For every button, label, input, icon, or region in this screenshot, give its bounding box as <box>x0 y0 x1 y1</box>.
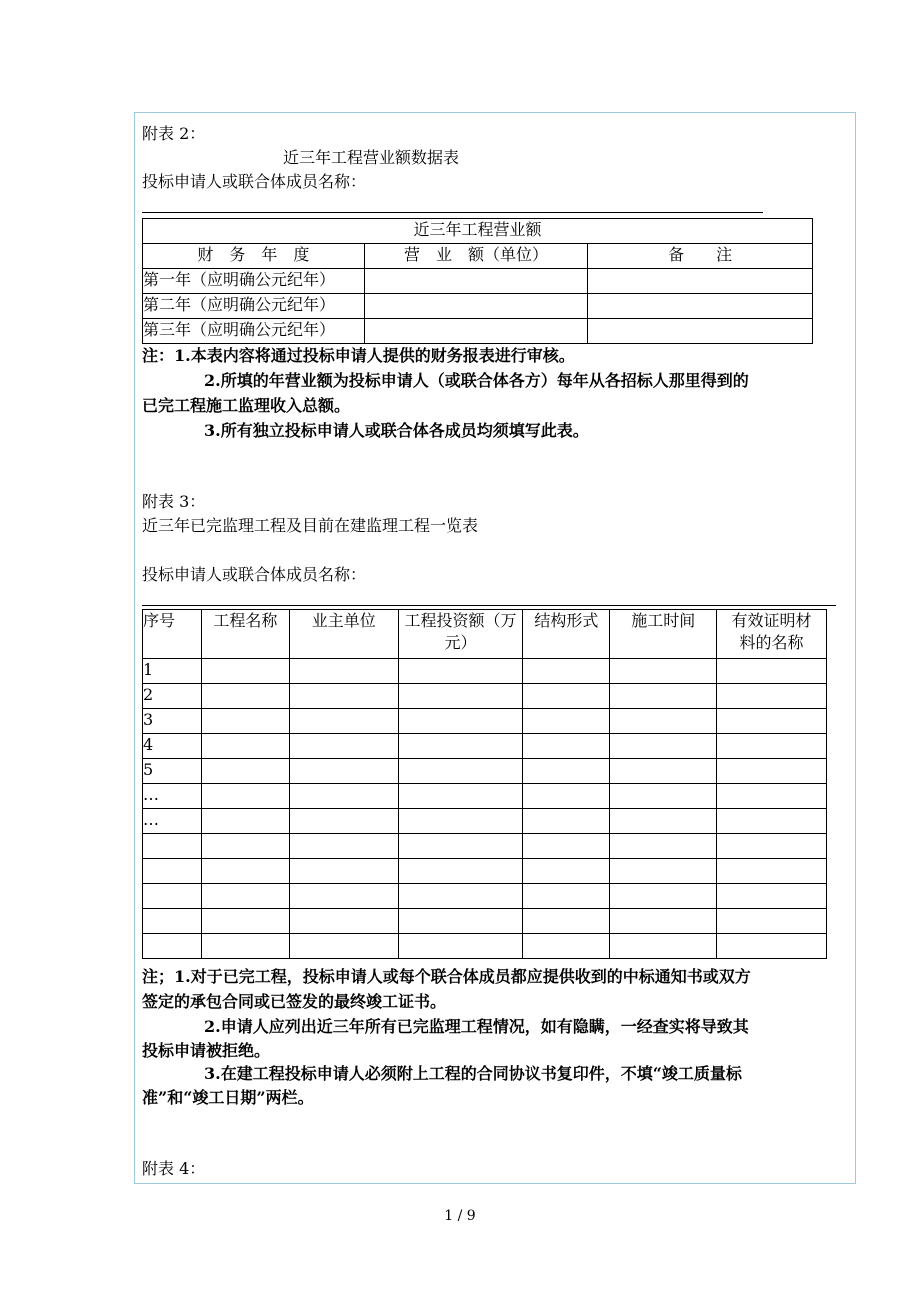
table-column-row <box>143 610 827 659</box>
table-row <box>143 784 827 809</box>
table-cell[interactable] <box>717 909 827 934</box>
table-cell[interactable] <box>610 809 717 834</box>
appendix3-note: 签定的承包合同或已签发的最终竣工证书。 <box>142 992 447 1011</box>
table-cell[interactable] <box>289 659 398 684</box>
row-number <box>143 859 202 884</box>
table-cell[interactable] <box>717 759 827 784</box>
table-cell[interactable] <box>201 809 289 834</box>
table-cell[interactable] <box>610 734 717 759</box>
table-cell[interactable] <box>398 759 523 784</box>
row-number: 1 <box>143 659 202 684</box>
table-cell[interactable] <box>610 709 717 734</box>
table-cell[interactable] <box>523 884 610 909</box>
table-cell[interactable] <box>289 884 398 909</box>
table-cell[interactable] <box>588 269 813 294</box>
appendix4-label: 附表 4： <box>142 1159 206 1178</box>
table-cell[interactable] <box>523 809 610 834</box>
table-cell[interactable] <box>523 759 610 784</box>
table-cell[interactable] <box>523 834 610 859</box>
row-number: 5 <box>143 759 202 784</box>
row-label: 第二年（应明确公元纪年） <box>143 294 365 319</box>
table-column-row <box>143 244 813 269</box>
table-cell[interactable] <box>201 709 289 734</box>
table-cell[interactable] <box>201 759 289 784</box>
table-cell[interactable] <box>717 734 827 759</box>
table-cell[interactable] <box>398 909 523 934</box>
row-number: … <box>143 784 202 809</box>
table-cell[interactable] <box>289 759 398 784</box>
table-cell[interactable] <box>717 709 827 734</box>
row-label: 第三年（应明确公元纪年） <box>143 319 365 344</box>
applicant-name-line <box>142 605 836 606</box>
table-row <box>143 734 827 759</box>
appendix3-note: 2.申请人应列出近三年所有已完监理工程情况，如有隐瞒，一经查实将导致其 <box>204 1017 749 1036</box>
table-row <box>143 684 827 709</box>
table-cell[interactable] <box>289 809 398 834</box>
column-header: 财 务 年 度 <box>143 244 365 269</box>
table-cell[interactable] <box>364 319 588 344</box>
table-cell[interactable] <box>201 734 289 759</box>
table-cell[interactable] <box>398 859 523 884</box>
table-cell[interactable] <box>523 934 610 959</box>
row-number: 4 <box>143 734 202 759</box>
appendix3-note: 准”和“竣工日期”两栏。 <box>142 1088 314 1107</box>
table-cell[interactable] <box>201 784 289 809</box>
table-cell[interactable] <box>289 734 398 759</box>
table-cell[interactable] <box>588 294 813 319</box>
table-cell[interactable] <box>717 809 827 834</box>
appendix3-title: 近三年已完监理工程及目前在建监理工程一览表 <box>142 516 479 535</box>
appendix3-note: 注；1.对于已完工程，投标申请人或每个联合体成员都应提供收到的中标通知书或双方 <box>142 967 751 986</box>
column-header: 有效证明材 料的名称 <box>717 610 827 659</box>
table-cell[interactable] <box>364 294 588 319</box>
column-header: 结构形式 <box>523 610 610 659</box>
table-row <box>143 659 827 684</box>
row-number <box>143 884 202 909</box>
table-cell[interactable] <box>523 734 610 759</box>
table-cell[interactable] <box>610 859 717 884</box>
table-cell[interactable] <box>717 684 827 709</box>
table-cell[interactable] <box>717 884 827 909</box>
appendix2-note: 注：1.本表内容将通过投标申请人提供的财务报表进行审核。 <box>142 346 575 365</box>
table-cell[interactable] <box>523 684 610 709</box>
appendix2-label: 附表 2： <box>142 124 206 143</box>
appendix3-note: 3.在建工程投标申请人必须附上工程的合同协议书复印件，不填“竣工质量标 <box>204 1064 742 1083</box>
row-number: 3 <box>143 709 202 734</box>
column-header: 序号 <box>143 610 202 659</box>
table-row <box>143 709 827 734</box>
appendix2-applicant-label: 投标申请人或联合体成员名称： <box>142 172 367 191</box>
column-header: 工程投资额（万 元） <box>398 610 523 659</box>
table-cell[interactable] <box>588 319 813 344</box>
table-row <box>143 934 827 959</box>
row-number: 2 <box>143 684 202 709</box>
table-cell[interactable] <box>289 709 398 734</box>
table-cell[interactable] <box>201 834 289 859</box>
table-cell[interactable] <box>289 859 398 884</box>
projects-table-body <box>143 659 827 959</box>
table-cell[interactable] <box>523 909 610 934</box>
appendix2-note: 已完工程施工监理收入总额。 <box>142 396 351 415</box>
table-cell[interactable] <box>289 934 398 959</box>
table-cell[interactable] <box>717 934 827 959</box>
table-cell[interactable] <box>364 269 588 294</box>
table-cell[interactable] <box>717 859 827 884</box>
table-cell[interactable] <box>717 834 827 859</box>
table-cell[interactable] <box>398 659 523 684</box>
table-header: 近三年工程营业额 <box>143 219 813 244</box>
table-cell[interactable] <box>201 859 289 884</box>
table-cell[interactable] <box>201 659 289 684</box>
table-cell[interactable] <box>289 684 398 709</box>
table-cell[interactable] <box>201 684 289 709</box>
table-cell[interactable] <box>289 834 398 859</box>
table-cell[interactable] <box>289 909 398 934</box>
table-row <box>143 269 813 294</box>
column-header: 施工时间 <box>610 610 717 659</box>
column-header: 营 业 额（单位） <box>364 244 588 269</box>
column-header: 备 注 <box>588 244 813 269</box>
column-header: 业主单位 <box>289 610 398 659</box>
table-cell[interactable] <box>398 934 523 959</box>
row-number <box>143 934 202 959</box>
page-number: 1 / 9 <box>444 1208 476 1224</box>
appendix3-applicant-label: 投标申请人或联合体成员名称： <box>142 565 367 584</box>
table-header-row <box>143 219 813 244</box>
table-cell[interactable] <box>523 784 610 809</box>
table-cell[interactable] <box>610 884 717 909</box>
table-cell[interactable] <box>201 909 289 934</box>
table-cell[interactable] <box>398 884 523 909</box>
table-cell[interactable] <box>610 834 717 859</box>
table-cell[interactable] <box>523 709 610 734</box>
table-cell[interactable] <box>398 834 523 859</box>
table-row <box>143 909 827 934</box>
appendix2-note: 2.所填的年营业额为投标申请人（或联合体各方）每年从各招标人那里得到的 <box>204 371 749 390</box>
turnover-table <box>142 218 813 344</box>
applicant-name-line <box>142 212 763 213</box>
table-cell[interactable] <box>717 659 827 684</box>
table-cell[interactable] <box>610 659 717 684</box>
table-cell[interactable] <box>201 934 289 959</box>
table-cell[interactable] <box>610 909 717 934</box>
appendix3-note: 投标申请被拒绝。 <box>142 1041 271 1060</box>
table-cell[interactable] <box>610 759 717 784</box>
table-row <box>143 759 827 784</box>
table-cell[interactable] <box>610 684 717 709</box>
table-cell[interactable] <box>717 784 827 809</box>
table-cell[interactable] <box>289 784 398 809</box>
table-row <box>143 809 827 834</box>
table-cell[interactable] <box>610 784 717 809</box>
appendix2-title: 近三年工程营业额数据表 <box>283 148 460 167</box>
column-header: 工程名称 <box>201 610 289 659</box>
table-row <box>143 884 827 909</box>
row-number <box>143 834 202 859</box>
table-cell[interactable] <box>398 809 523 834</box>
row-number: … <box>143 809 202 834</box>
row-label: 第一年（应明确公元纪年） <box>143 269 365 294</box>
table-row <box>143 834 827 859</box>
table-cell[interactable] <box>523 859 610 884</box>
table-cell[interactable] <box>523 659 610 684</box>
table-cell[interactable] <box>398 784 523 809</box>
table-cell[interactable] <box>610 934 717 959</box>
table-cell[interactable] <box>201 884 289 909</box>
table-cell[interactable] <box>398 709 523 734</box>
table-cell[interactable] <box>398 684 523 709</box>
table-row <box>143 859 827 884</box>
row-number <box>143 909 202 934</box>
projects-table <box>142 609 827 959</box>
appendix2-note: 3.所有独立投标申请人或联合体各成员均须填写此表。 <box>204 421 589 440</box>
table-row <box>143 294 813 319</box>
appendix3-label: 附表 3： <box>142 492 206 511</box>
table-row <box>143 319 813 344</box>
table-cell[interactable] <box>398 734 523 759</box>
